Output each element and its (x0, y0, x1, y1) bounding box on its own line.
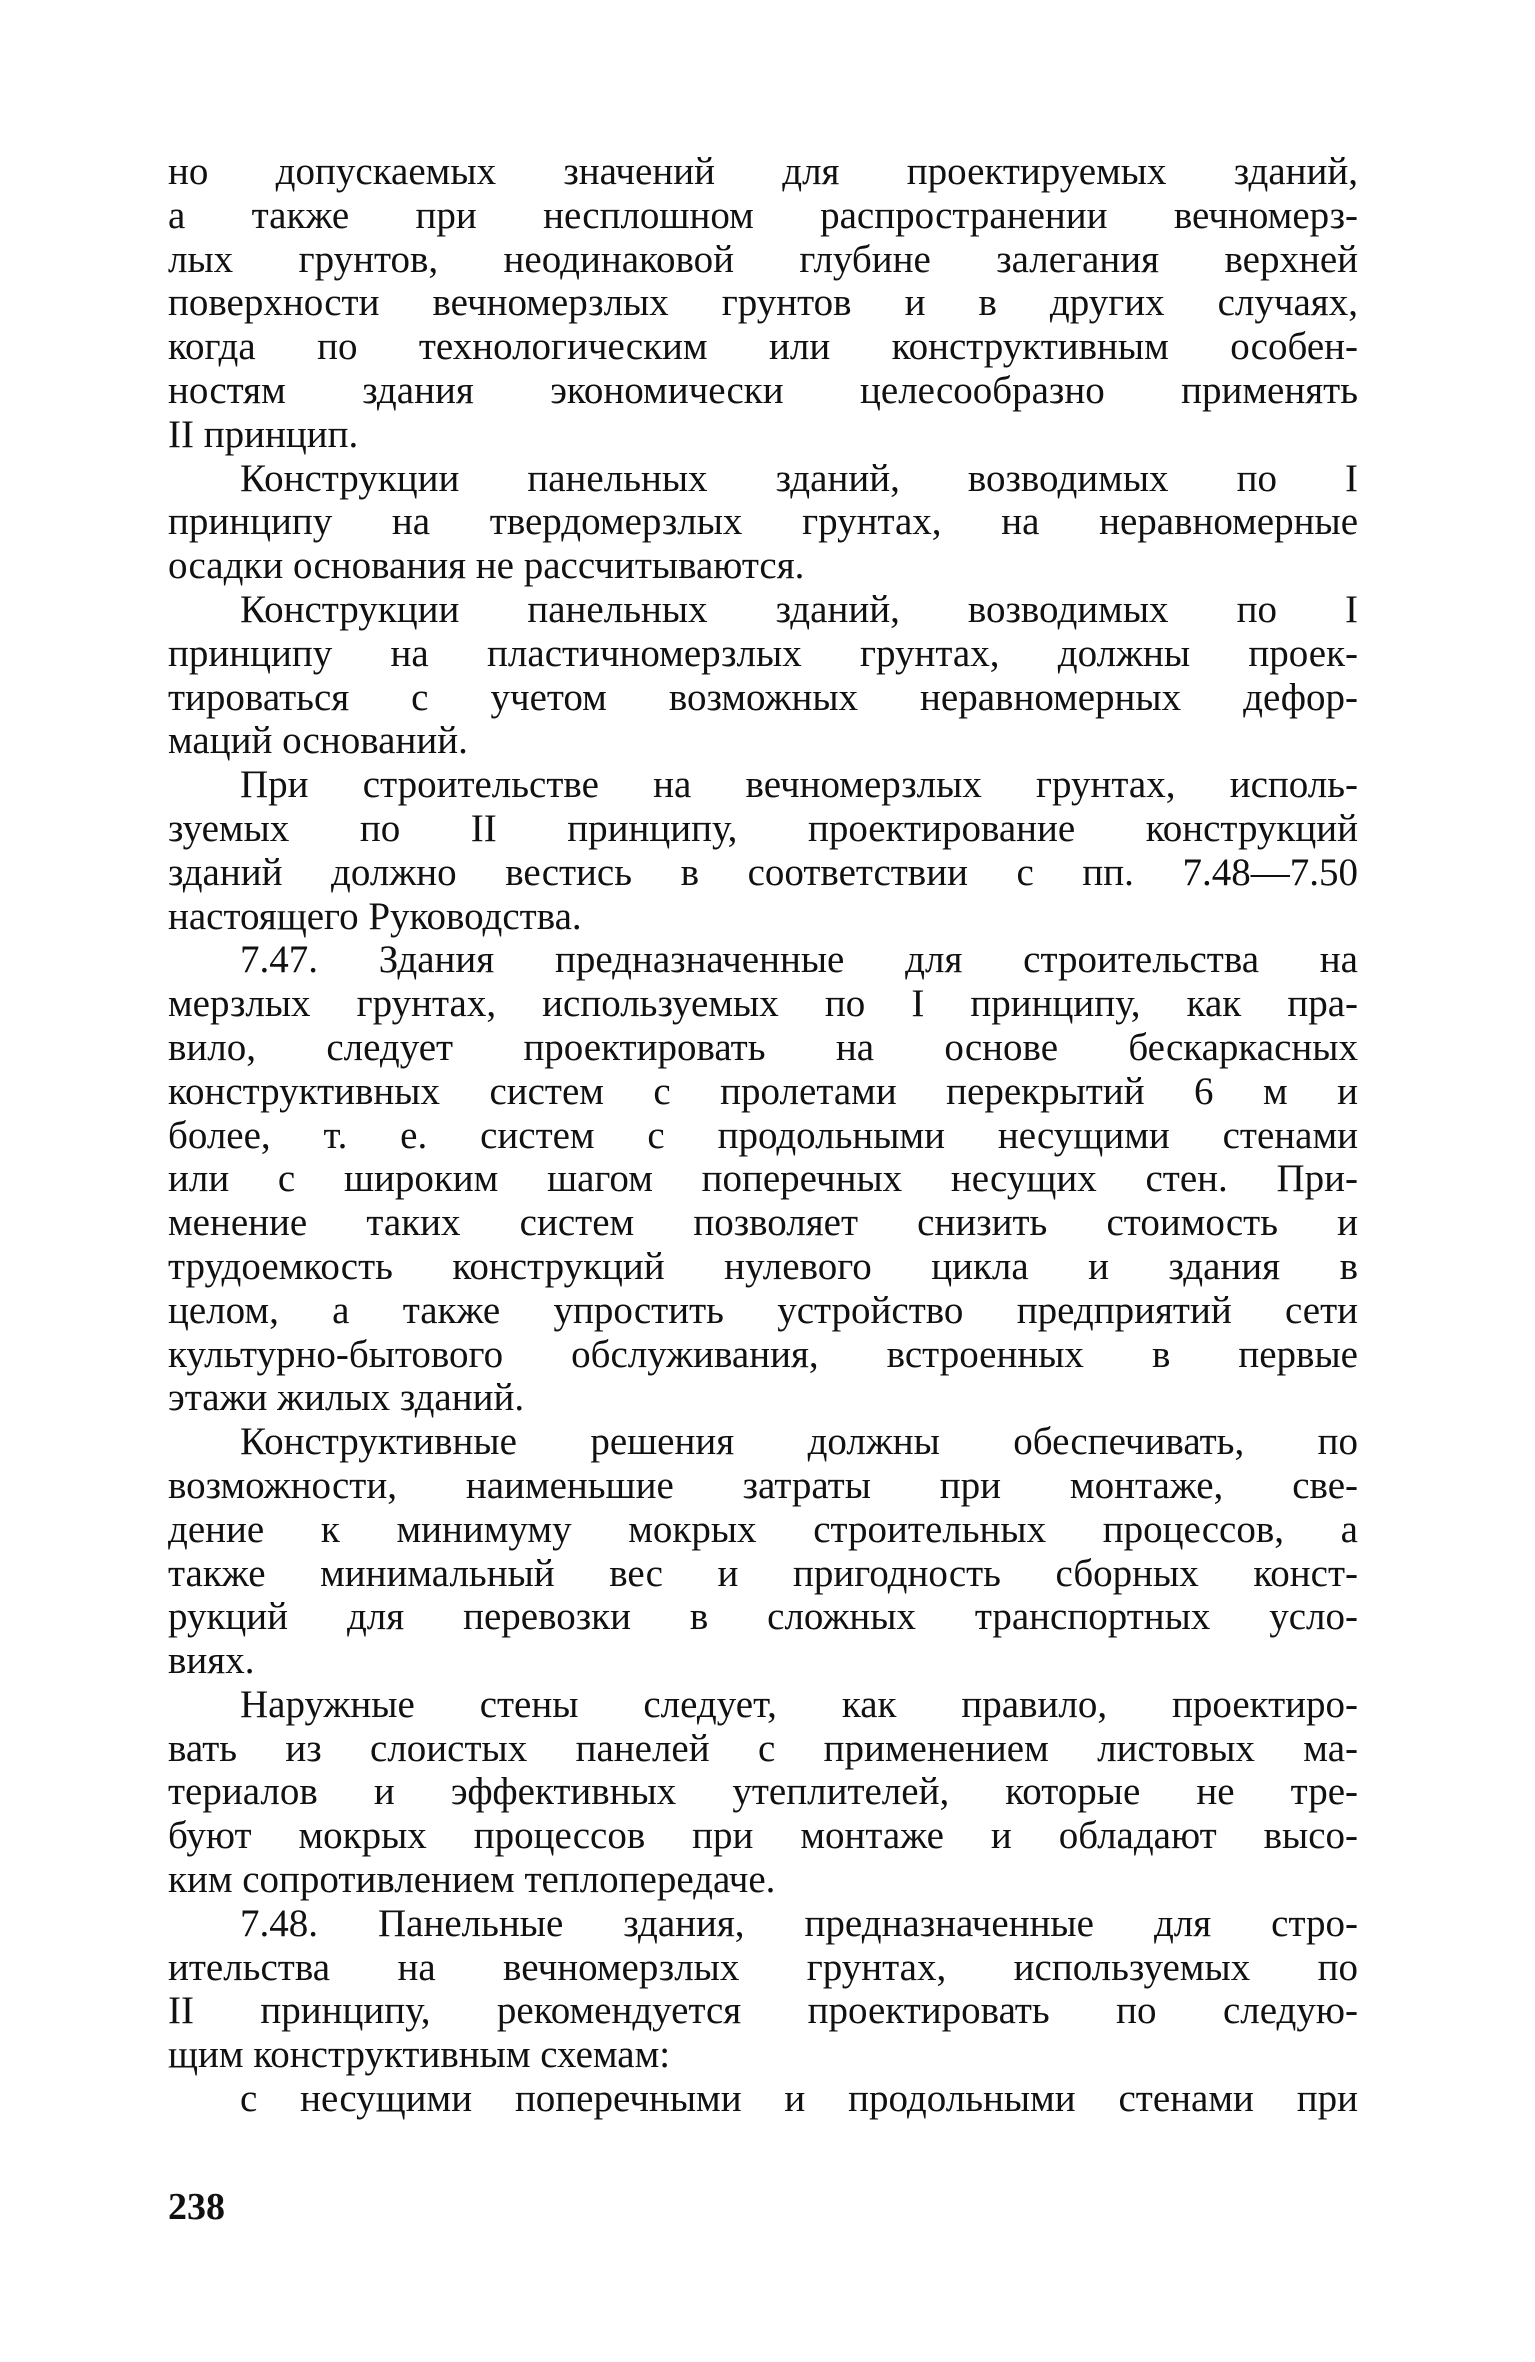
text-line: 7.48. Панельные здания, предназначенные для стро- (240, 1901, 1358, 1945)
text-line: ительства на вечномерзлых грунтах, используемых по (168, 1945, 1358, 1989)
text-line: настоящего Руководства. (168, 894, 582, 938)
text-line: 7.47. Здания предназначенные для строительства на (240, 938, 1358, 982)
text-line: дение к минимуму мокрых строительных процессов, а (168, 1507, 1358, 1551)
text-line: Конструкции панельных зданий, возводимых по I (240, 456, 1358, 500)
text-line: конструктивных систем с пролетами перекрытий 6 м и (168, 1069, 1358, 1113)
text-line: мерзлых грунтах, используемых по I принципу, как пра- (168, 982, 1358, 1026)
text-line: виях. (168, 1639, 255, 1683)
text-line: II принципу, рекомендуется проектировать по следую- (168, 1989, 1358, 2033)
text-line: маций оснований. (168, 719, 468, 763)
text-line: принципу на твердомерзлых грунтах, на неравномерные (168, 500, 1358, 544)
text-line: вило, следует проектировать на основе бескаркасных (168, 1025, 1358, 1069)
text-line: териалов и эффективных утеплителей, которые не тре- (168, 1770, 1358, 1814)
text-line: лых грунтов, неодинаковой глубине залегания верхней (168, 237, 1358, 281)
text-line: зуемых по II принципу, проектирование конструкций (168, 806, 1358, 850)
text-line: Конструктивные решения должны обеспечивать, по (240, 1420, 1358, 1464)
text-line: или с широким шагом поперечных несущих стен. При- (168, 1157, 1358, 1201)
text-line: рукций для перевозки в сложных транспортных усло- (168, 1595, 1358, 1639)
text-line: а также при несплошном распространении вечномерз- (168, 193, 1358, 237)
text-line: этажи жилых зданий. (168, 1376, 525, 1420)
text-line: Конструкции панельных зданий, возводимых по I (240, 587, 1358, 631)
body-text (168, 150, 1358, 2121)
text-line: с несущими поперечными и продольными стенами при (240, 2077, 1358, 2121)
text-line: но допускаемых значений для проектируемых зданий, (168, 150, 1358, 193)
text-line: трудоемкость конструкций нулевого цикла и здания в (168, 1244, 1358, 1288)
page-number: 238 (168, 2186, 225, 2228)
text-line: щим конструктивным схемам: (168, 2033, 671, 2077)
text-line: буют мокрых процессов при монтаже и обладают высо- (168, 1814, 1358, 1858)
text-line: Наружные стены следует, как правило, проектиро- (240, 1682, 1358, 1726)
text-line: II принцип. (168, 412, 359, 456)
text-line: ностям здания экономически целесообразно применять (168, 368, 1358, 412)
text-line: принципу на пластичномерзлых грунтах, должны проек- (168, 631, 1358, 675)
text-line: При строительстве на вечномерзлых грунтах, исполь- (240, 763, 1358, 807)
text-line: более, т. е. систем с продольными несущими стенами (168, 1113, 1358, 1157)
text-line: возможности, наименьшие затраты при монтаже, све- (168, 1463, 1358, 1507)
text-line: менение таких систем позволяет снизить стоимость и (168, 1201, 1358, 1245)
text-line: культурно-бытового обслуживания, встроенных в первые (168, 1332, 1358, 1376)
text-line: целом, а также упростить устройство предприятий сети (168, 1288, 1358, 1332)
text-line: тироваться с учетом возможных неравномерных дефор- (168, 675, 1358, 719)
text-line: осадки основания не рассчитываются. (168, 544, 805, 588)
text-line: ким сопротивлением теплопередаче. (168, 1858, 776, 1902)
text-line: также минимальный вес и пригодность сборных конст- (168, 1551, 1358, 1595)
text-line: зданий должно вестись в соответствии с пп. 7.48—7.50 (168, 850, 1358, 894)
text-line: вать из слоистых панелей с применением листовых ма- (168, 1726, 1358, 1770)
text-line: поверхности вечномерзлых грунтов и в других случаях, (168, 281, 1358, 325)
text-line: когда по технологическим или конструктивным особен- (168, 325, 1358, 369)
